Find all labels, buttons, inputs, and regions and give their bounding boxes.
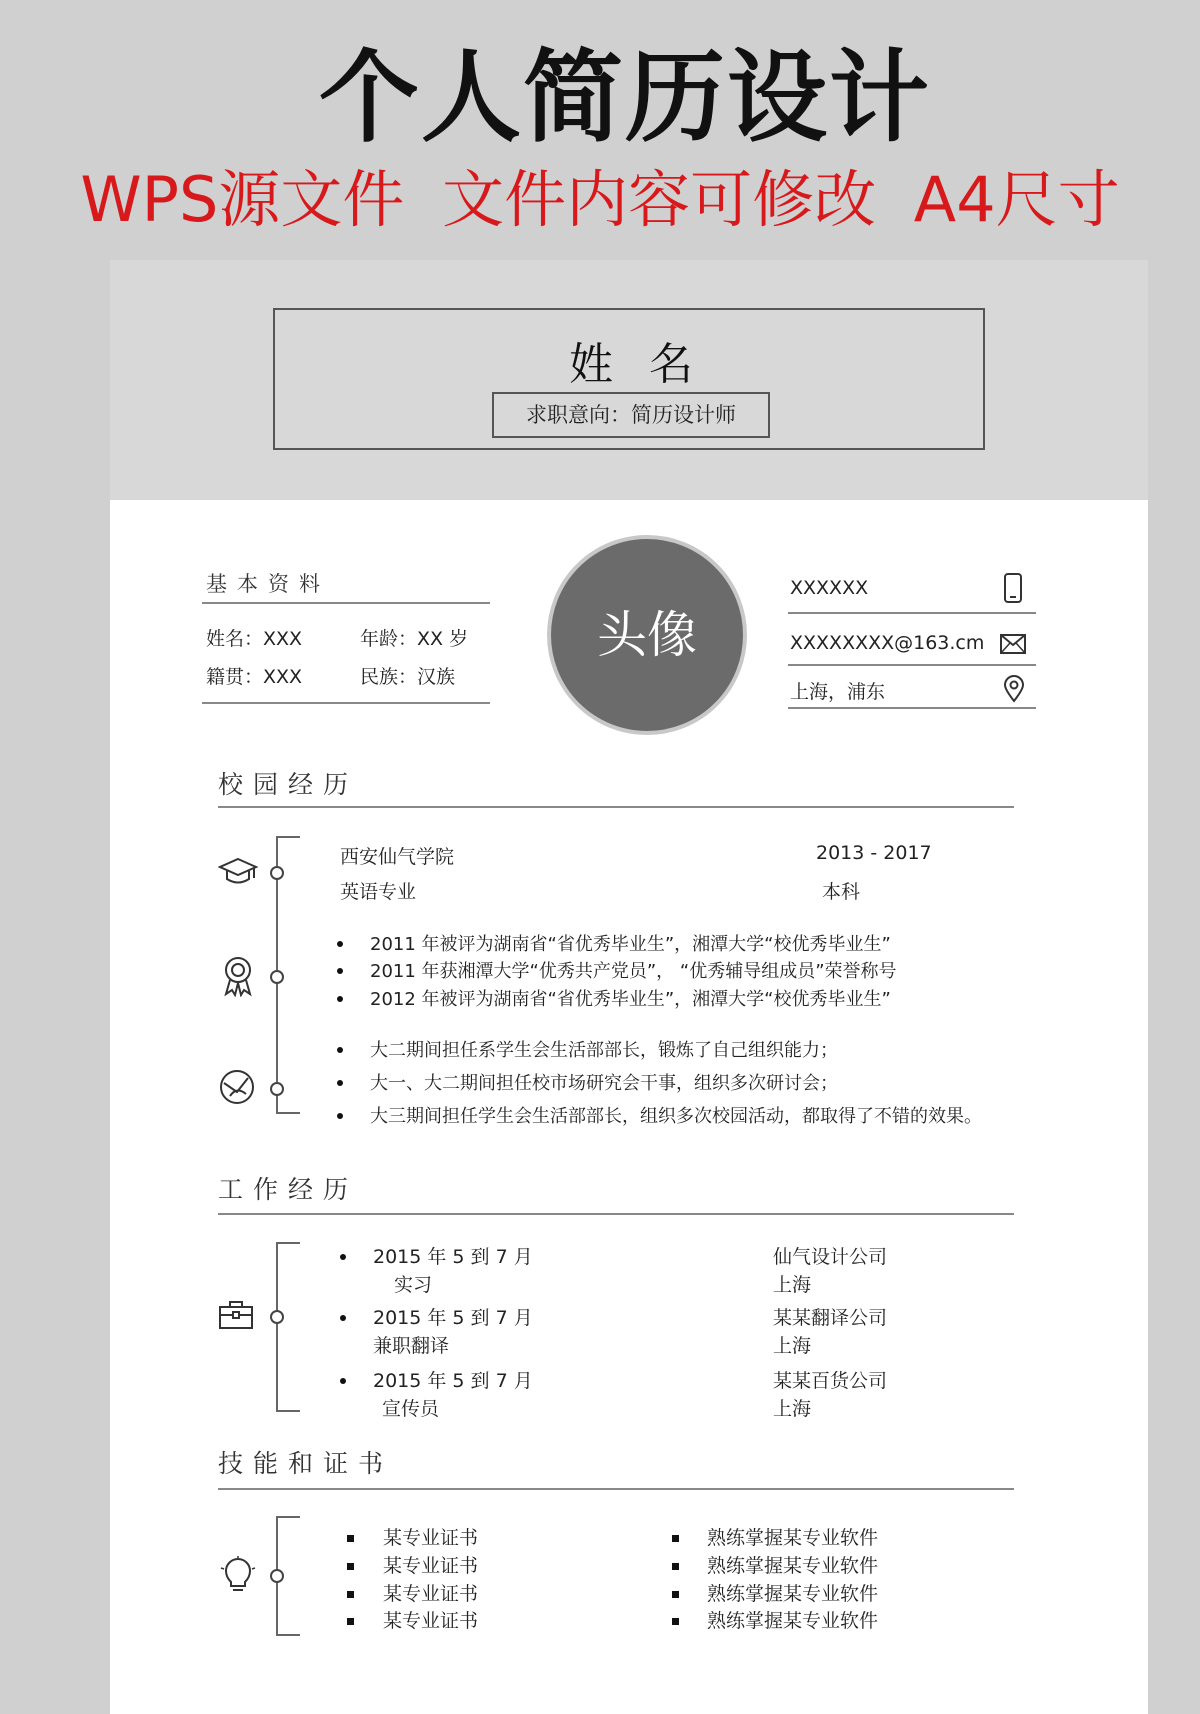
bullet (337, 1080, 343, 1086)
campus-title: 校园经历 (218, 770, 359, 799)
bullet (337, 1113, 343, 1119)
divider (788, 664, 1036, 666)
certificate-item: 某专业证书 (383, 1610, 479, 1632)
location-icon (1003, 675, 1025, 703)
degree: 本科 (822, 881, 861, 903)
graduation-cap-icon (218, 856, 258, 886)
bullet (347, 1563, 354, 1570)
basic-age: 年龄：XX 岁 (360, 628, 469, 650)
resume-header (110, 260, 1148, 500)
skill-item: 熟练掌握某专业软件 (707, 1527, 879, 1549)
timeline-node (270, 1310, 284, 1324)
bullet (672, 1591, 679, 1598)
bullet (347, 1591, 354, 1598)
work-date: 2015 年 5 到 7 月 (373, 1370, 533, 1392)
activity-item: 大二期间担任系学生会生活部部长，锻炼了自己组织能力； (370, 1040, 838, 1061)
bullet (340, 1254, 346, 1260)
avatar: 头像 (547, 535, 747, 735)
resume-sheet (110, 260, 1148, 1714)
school-years: 2013 - 2017 (816, 842, 932, 864)
basic-info-title: 基本资料 (206, 572, 330, 596)
basic-name: 姓名：XXX (206, 628, 303, 650)
honor-item: 2011 年被评为湖南省“省优秀毕业生”，湘潭大学“校优秀毕业生” (370, 934, 891, 955)
promo-title: 个人简历设计 (319, 39, 931, 156)
certificate-item: 某专业证书 (383, 1555, 479, 1577)
work-date: 2015 年 5 到 7 月 (373, 1307, 533, 1329)
work-role: 宣传员 (382, 1398, 440, 1420)
basic-origin: 籍贯：XXX (206, 666, 303, 688)
contact-phone: XXXXXX (790, 577, 869, 599)
name-box (273, 308, 985, 450)
bullet (672, 1618, 679, 1625)
timeline-node (270, 970, 284, 984)
bullet (340, 1315, 346, 1321)
work-city: 上海 (773, 1335, 812, 1357)
lightbulb-icon (220, 1556, 256, 1596)
bullet (347, 1618, 354, 1625)
mail-icon (1000, 634, 1026, 654)
bullet (337, 941, 343, 947)
skill-item: 熟练掌握某专业软件 (707, 1583, 879, 1605)
work-company: 某某百货公司 (773, 1370, 888, 1392)
honor-item: 2012 年被评为湖南省“省优秀毕业生”，湘潭大学“校优秀毕业生” (370, 989, 891, 1010)
basic-ethnicity: 民族：汉族 (360, 666, 456, 688)
activity-item: 大三期间担任学生会生活部部长，组织多次校园活动，都取得了不错的效果。 (370, 1106, 982, 1127)
skill-item: 熟练掌握某专业软件 (707, 1610, 879, 1632)
timeline-node (270, 1569, 284, 1583)
contact-email: XXXXXXXX@163.cm (790, 632, 985, 654)
skills-title: 技能和证书 (218, 1449, 394, 1478)
timeline-node (270, 1082, 284, 1096)
divider (218, 1213, 1014, 1215)
school-name: 西安仙气学院 (340, 846, 455, 868)
bullet (347, 1535, 354, 1542)
bullet (337, 1047, 343, 1053)
award-icon (220, 955, 256, 997)
major: 英语专业 (340, 881, 417, 903)
activity-item: 大一、大二期间担任校市场研究会干事，组织多次研讨会； (370, 1073, 838, 1094)
job-intent: 求职意向：简历设计师 (492, 392, 770, 438)
activity-icon (218, 1068, 256, 1106)
work-company: 仙气设计公司 (773, 1246, 888, 1268)
divider (788, 707, 1036, 709)
bullet (337, 996, 343, 1002)
work-timeline (276, 1242, 300, 1412)
timeline-node (270, 866, 284, 880)
bullet (672, 1535, 679, 1542)
certificate-item: 某专业证书 (383, 1583, 479, 1605)
work-role: 兼职翻译 (373, 1335, 450, 1357)
phone-icon (1002, 572, 1024, 604)
work-city: 上海 (773, 1274, 812, 1296)
bullet (672, 1563, 679, 1570)
divider (218, 1488, 1014, 1490)
promo-subtitle: WPS源文件 文件内容可修改 A4尺寸 (80, 163, 1120, 236)
divider (202, 702, 490, 704)
work-city: 上海 (773, 1398, 812, 1420)
bullet (337, 968, 343, 974)
briefcase-icon (218, 1300, 254, 1330)
bullet (340, 1378, 346, 1384)
divider (202, 602, 490, 604)
honor-item: 2011 年获湘潭大学“优秀共产党员”， “优秀辅导组成员”荣誉称号 (370, 961, 897, 982)
work-title: 工作经历 (218, 1175, 359, 1204)
divider (218, 806, 1014, 808)
certificate-item: 某专业证书 (383, 1527, 479, 1549)
work-date: 2015 年 5 到 7 月 (373, 1246, 533, 1268)
work-company: 某某翻译公司 (773, 1307, 888, 1329)
work-role: 实习 (394, 1274, 433, 1296)
resume-name: 姓名 (569, 339, 729, 390)
divider (788, 612, 1036, 614)
skill-item: 熟练掌握某专业软件 (707, 1555, 879, 1577)
contact-location: 上海，浦东 (790, 681, 886, 703)
